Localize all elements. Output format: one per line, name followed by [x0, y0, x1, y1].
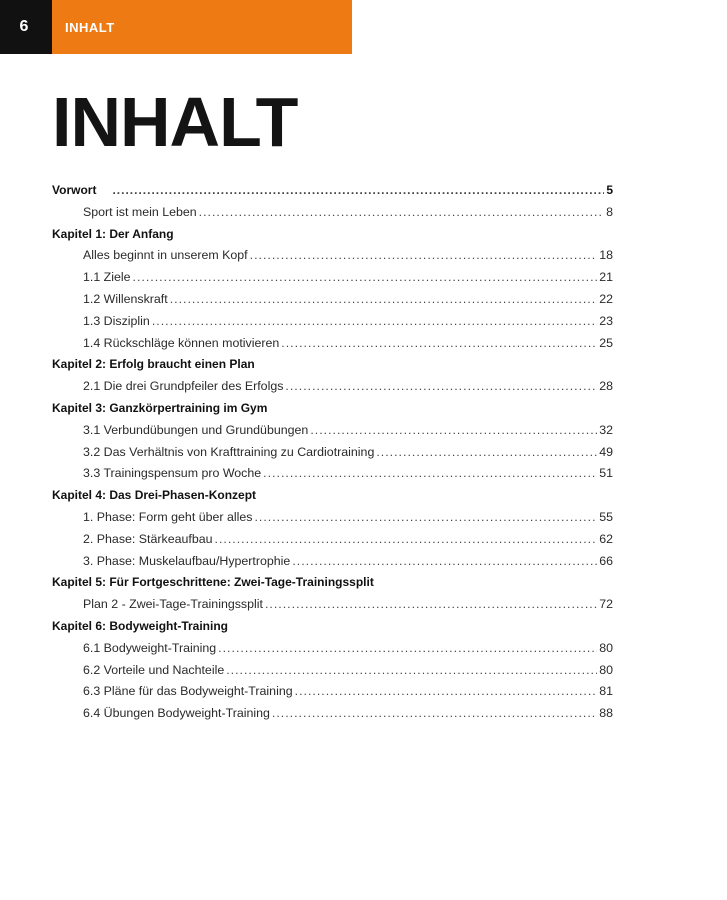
toc-entry[interactable] [52, 532, 613, 554]
toc-page-number: 55 [599, 509, 613, 524]
toc-chapter [52, 401, 613, 423]
toc-label: Plan 2 - Zwei-Tage-Trainingssplit [83, 597, 263, 612]
toc-leader-dots [263, 466, 597, 480]
toc-leader-dots [152, 314, 597, 328]
page-header [0, 0, 352, 54]
toc-label: 3.2 Das Verhältnis von Krafttraining zu Cardiotraining [83, 444, 375, 459]
toc-page-number: 51 [599, 466, 613, 481]
toc-page-number: 72 [599, 597, 613, 612]
toc-entry[interactable] [52, 205, 613, 227]
toc-leader-dots [215, 532, 598, 546]
toc-chapter [52, 575, 613, 597]
toc-leader-dots [226, 663, 597, 677]
toc-label: Kapitel 4: Das Drei-Phasen-Konzept [52, 488, 257, 503]
page-number: 6 [0, 0, 52, 54]
toc-page-number: 80 [599, 662, 613, 677]
toc-chapter [52, 488, 613, 510]
toc-leader-dots [250, 248, 598, 262]
section-label: INHALT [52, 0, 352, 54]
toc-label: 6.3 Pläne für das Bodyweight-Training [83, 684, 293, 699]
toc-label: Kapitel 5: Für Fortgeschrittene: Zwei-Tage-Trainingssplit [52, 575, 374, 590]
toc-page-number: 5 [606, 183, 613, 197]
toc-leader-dots [199, 205, 604, 219]
toc-page-number: 49 [599, 444, 613, 459]
toc-leader-dots [281, 336, 597, 350]
toc-label: 6.1 Bodyweight-Training [83, 640, 217, 655]
toc-page-number: 88 [599, 706, 613, 721]
toc-leader-dots [254, 510, 597, 524]
toc-label: Vorwort [52, 183, 97, 197]
table-of-contents [52, 183, 613, 728]
toc-entry[interactable] [52, 423, 613, 445]
toc-label: 1.3 Disziplin [83, 313, 150, 328]
toc-entry[interactable] [52, 554, 613, 576]
toc-leader-dots [310, 423, 597, 437]
toc-page-number: 81 [599, 684, 613, 699]
page-title: INHALT [52, 83, 298, 161]
toc-leader-dots [272, 706, 597, 720]
toc-page-number: 66 [599, 553, 613, 568]
toc-label: 3.1 Verbundübungen und Grundübungen [83, 422, 309, 437]
toc-label: 6.4 Übungen Bodyweight-Training [83, 706, 270, 721]
toc-leader-dots [285, 379, 597, 393]
toc-entry[interactable] [52, 379, 613, 401]
toc-label: Kapitel 6: Bodyweight-Training [52, 618, 229, 633]
toc-entry[interactable] [52, 336, 613, 358]
toc-entry[interactable] [52, 314, 613, 336]
toc-page-number: 32 [599, 422, 613, 437]
toc-page-number: 23 [599, 313, 613, 328]
toc-label: 2. Phase: Stärkeaufbau [83, 531, 213, 546]
toc-label: Kapitel 3: Ganzkörpertraining im Gym [52, 400, 268, 415]
toc-page-number: 25 [599, 335, 613, 350]
toc-label: 2.1 Die drei Grundpfeiler des Erfolgs [83, 379, 284, 394]
toc-label: 6.2 Vorteile und Nachteile [83, 662, 225, 677]
toc-entry[interactable] [52, 292, 613, 314]
toc-leader-dots [218, 641, 597, 655]
toc-label: 3. Phase: Muskelaufbau/Hypertrophie [83, 553, 291, 568]
toc-label: Kapitel 1: Der Anfang [52, 226, 174, 241]
toc-leader-dots [376, 445, 597, 459]
toc-entry[interactable] [52, 466, 613, 488]
toc-leader-dots [170, 292, 598, 306]
toc-entry[interactable] [52, 270, 613, 292]
toc-label: Sport ist mein Leben [83, 204, 197, 219]
toc-leader-dots [292, 554, 597, 568]
toc-page-number: 62 [599, 531, 613, 546]
toc-leader-dots [265, 597, 597, 611]
toc-entry[interactable] [52, 510, 613, 532]
toc-entry[interactable] [52, 706, 613, 728]
toc-entry[interactable] [52, 663, 613, 685]
toc-page-number: 21 [599, 270, 613, 285]
toc-chapter [52, 227, 613, 249]
toc-page-number: 80 [599, 640, 613, 655]
toc-entry[interactable] [52, 684, 613, 706]
toc-label: 1. Phase: Form geht über alles [83, 509, 253, 524]
toc-entry[interactable] [52, 445, 613, 467]
toc-chapter[interactable] [52, 183, 613, 205]
toc-label: 3.3 Trainingspensum pro Woche [83, 466, 262, 481]
toc-leader-dots [133, 270, 598, 284]
toc-page-number: 18 [599, 248, 613, 263]
toc-page-number: 22 [599, 291, 613, 306]
toc-label: Kapitel 2: Erfolg braucht einen Plan [52, 357, 255, 372]
toc-page-number: 28 [599, 379, 613, 394]
toc-page-number: 8 [606, 204, 613, 219]
toc-chapter [52, 619, 613, 641]
toc-entry[interactable] [52, 248, 613, 270]
toc-label: Alles beginnt in unserem Kopf [83, 248, 248, 263]
toc-label: 1.2 Willenskraft [83, 291, 168, 306]
toc-chapter [52, 357, 613, 379]
toc-entry[interactable] [52, 597, 613, 619]
toc-label: 1.4 Rückschläge können motivieren [83, 335, 280, 350]
toc-leader-dots [295, 684, 598, 698]
toc-label: 1.1 Ziele [83, 270, 131, 285]
toc-entry[interactable] [52, 641, 613, 663]
toc-leader-dots [112, 183, 604, 197]
